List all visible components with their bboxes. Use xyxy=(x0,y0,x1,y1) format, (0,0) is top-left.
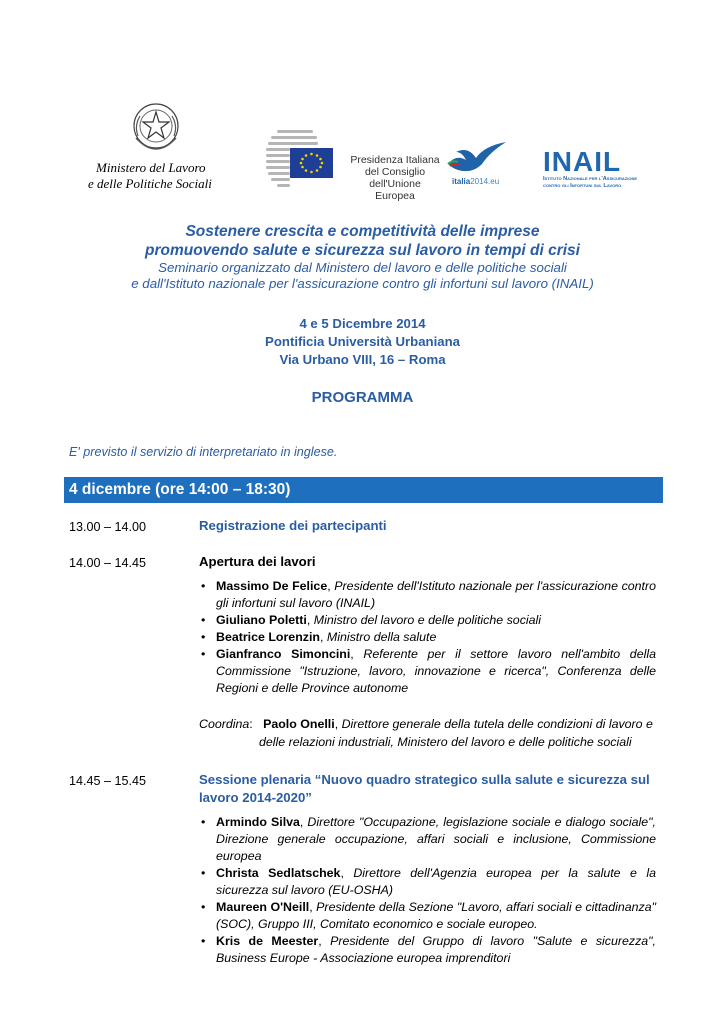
ministero-logo xyxy=(88,98,238,198)
speaker-name: Armindo Silva xyxy=(216,815,300,829)
coordina-name: Paolo Onelli xyxy=(263,717,335,731)
speaker-role: Ministro della salute xyxy=(326,630,437,644)
subtitle-line1: Seminario organizzato dal Ministero del lavoro e delle politiche sociali xyxy=(158,260,567,275)
presidenza-line1: Presidenza Italiana xyxy=(350,154,440,166)
inail-logo xyxy=(543,148,655,198)
presidenza-logo xyxy=(350,154,440,202)
speaker-item: • Massimo De Felice, Presidente dell'Istituto nazionale per l'assicurazione contro gli infortuni sul lavoro (INAIL) xyxy=(201,579,657,610)
coordina-role: Direttore generale della tutela delle condizioni di lavoro e xyxy=(341,717,653,731)
inail-sub1: Istituto Nazionale per l'Assicurazione xyxy=(543,176,637,182)
speaker-name: Kris de Meester xyxy=(216,934,319,948)
italia-suffix: 2014.eu xyxy=(470,177,500,186)
coordina-block: Coordina: Paolo Onelli, Direttore generale della tutela delle condizioni di lavoro e delle relazioni industriali, Ministero del lavoro e delle politiche sociali xyxy=(199,715,656,751)
speaker-item: • Christa Sedlatschek, Direttore dell'Agenzia europea per la salute e la sicurezza sul lavoro (EU-OSHA) xyxy=(201,866,656,897)
speaker-role: Referente per il settore lavoro nell'ambito della Commissione "Istruzione, lavoro, innovazione e ricerca", Conferenza delle Regioni e delle Province autonome xyxy=(216,647,656,695)
speaker-item: • Armindo Silva, Direttore "Occupazione, legislazione sociale e dialogo sociale", Direzione generale occupazione, affari sociali e inclusione, Commissione europea xyxy=(201,815,656,863)
italia-wordmark xyxy=(452,177,499,186)
title-line1: Sostenere crescita e competitività delle imprese xyxy=(185,223,540,240)
presidenza-line2: del Consiglio xyxy=(364,166,426,178)
coordina-role-line2: delle relazioni industriali, Ministero del lavoro e delle politiche sociali xyxy=(259,735,632,749)
slot2-time: 14.00 – 14.45 xyxy=(69,556,147,570)
speaker-item: • Giuliano Poletti, Ministro del lavoro e delle politiche sociali xyxy=(201,613,542,627)
event-address: Via Urbano VIII, 16 – Roma xyxy=(279,352,446,367)
swallow-icon xyxy=(446,140,508,178)
speaker-name: Beatrice Lorenzin xyxy=(216,630,320,644)
presidenza-line3: dell'Unione Europea xyxy=(369,178,421,202)
italia-brand: italia xyxy=(452,177,471,186)
slot2-title: Apertura dei lavori xyxy=(199,554,316,569)
day-header-label: 4 dicembre (ore 14:00 – 18:30) xyxy=(69,481,291,498)
eu-building-icon xyxy=(263,126,345,190)
speaker-role: Direttore dell'Agenzia europea per la salute e la sicurezza sul lavoro (EU-OSHA) xyxy=(216,866,656,897)
speaker-name: Massimo De Felice xyxy=(216,579,328,593)
slot2-speakers xyxy=(199,578,656,697)
event-info xyxy=(0,315,725,369)
speaker-item: • Gianfranco Simoncini, Referente per il settore lavoro nell'ambito della Commissione "Istruzione, lavoro, innovazione e ricerca", Conferenza delle Regioni e delle Province autonome xyxy=(201,647,656,695)
title-line2: promuovendo salute e sicurezza sul lavoro in tempi di crisi xyxy=(145,242,580,259)
speaker-name: Giuliano Poletti xyxy=(216,613,307,627)
interpretariato-note: E' previsto il servizio di interpretariato in inglese. xyxy=(69,445,338,459)
event-dates: 4 e 5 Dicembre 2014 xyxy=(299,316,426,331)
slot3-title: Sessione plenaria “Nuovo quadro strategico sulla salute e sicurezza sul lavoro 2014-2020” xyxy=(199,772,650,805)
speaker-role: Presidente della Sezione "Lavoro, affari sociali e cittadinanza" (SOC), Gruppo III, Comitato economico e sociale europeo. xyxy=(216,900,656,931)
ministero-line2: e delle Politiche Sociali xyxy=(88,176,212,191)
inail-brand: INAIL xyxy=(543,146,622,177)
ministero-line1: Ministero del Lavoro xyxy=(96,160,206,175)
slot1-title: Registrazione dei partecipanti xyxy=(199,518,387,533)
slot3-speakers xyxy=(199,814,656,967)
eu-council-logo xyxy=(263,126,345,190)
event-venue: Pontificia Università Urbaniana xyxy=(265,334,460,349)
speaker-role: Ministro del lavoro e delle politiche sociali xyxy=(313,613,542,627)
speaker-role: Presidente del Gruppo di lavoro "Salute e sicurezza", Business Europe - Associazione europea imprenditori xyxy=(216,934,657,965)
programma-heading: PROGRAMMA xyxy=(311,389,414,406)
italia2014-logo xyxy=(446,140,508,192)
subtitle-line2: e dall'Istituto nazionale per l'assicurazione contro gli infortuni sul lavoro (INAIL) xyxy=(131,276,594,291)
slot1-time: 13.00 – 14.00 xyxy=(69,520,147,534)
speaker-role: Direttore "Occupazione, legislazione sociale e dialogo sociale", Direzione generale occupazione, affari sociali e inclusione, Commissione europea xyxy=(216,815,656,863)
speaker-role: Presidente dell'Istituto nazionale per l'assicurazione contro gli infortuni sul lavoro (INAIL) xyxy=(216,579,657,610)
inail-sub2: contro gli Infortuni sul Lavoro xyxy=(543,183,622,189)
emblem-icon xyxy=(126,98,186,156)
speaker-item: • Maureen O'Neill, Presidente della Sezione "Lavoro, affari sociali e cittadinanza" (SOC), Gruppo III, Comitato economico e sociale europeo. xyxy=(201,900,656,931)
speaker-name: Maureen O'Neill xyxy=(216,900,310,914)
day-header xyxy=(64,477,663,503)
slot3-time: 14.45 – 15.45 xyxy=(69,774,147,788)
speaker-item: • Beatrice Lorenzin, Ministro della salute xyxy=(201,630,437,644)
speaker-name: Christa Sedlatschek xyxy=(216,866,341,880)
title-block xyxy=(0,222,725,292)
speaker-name: Gianfranco Simoncini xyxy=(216,647,351,661)
speaker-item: • Kris de Meester, Presidente del Gruppo di lavoro "Salute e sicurezza", Business Europe - Associazione europea imprenditori xyxy=(201,934,657,965)
coordina-label: Coordina xyxy=(199,717,250,731)
